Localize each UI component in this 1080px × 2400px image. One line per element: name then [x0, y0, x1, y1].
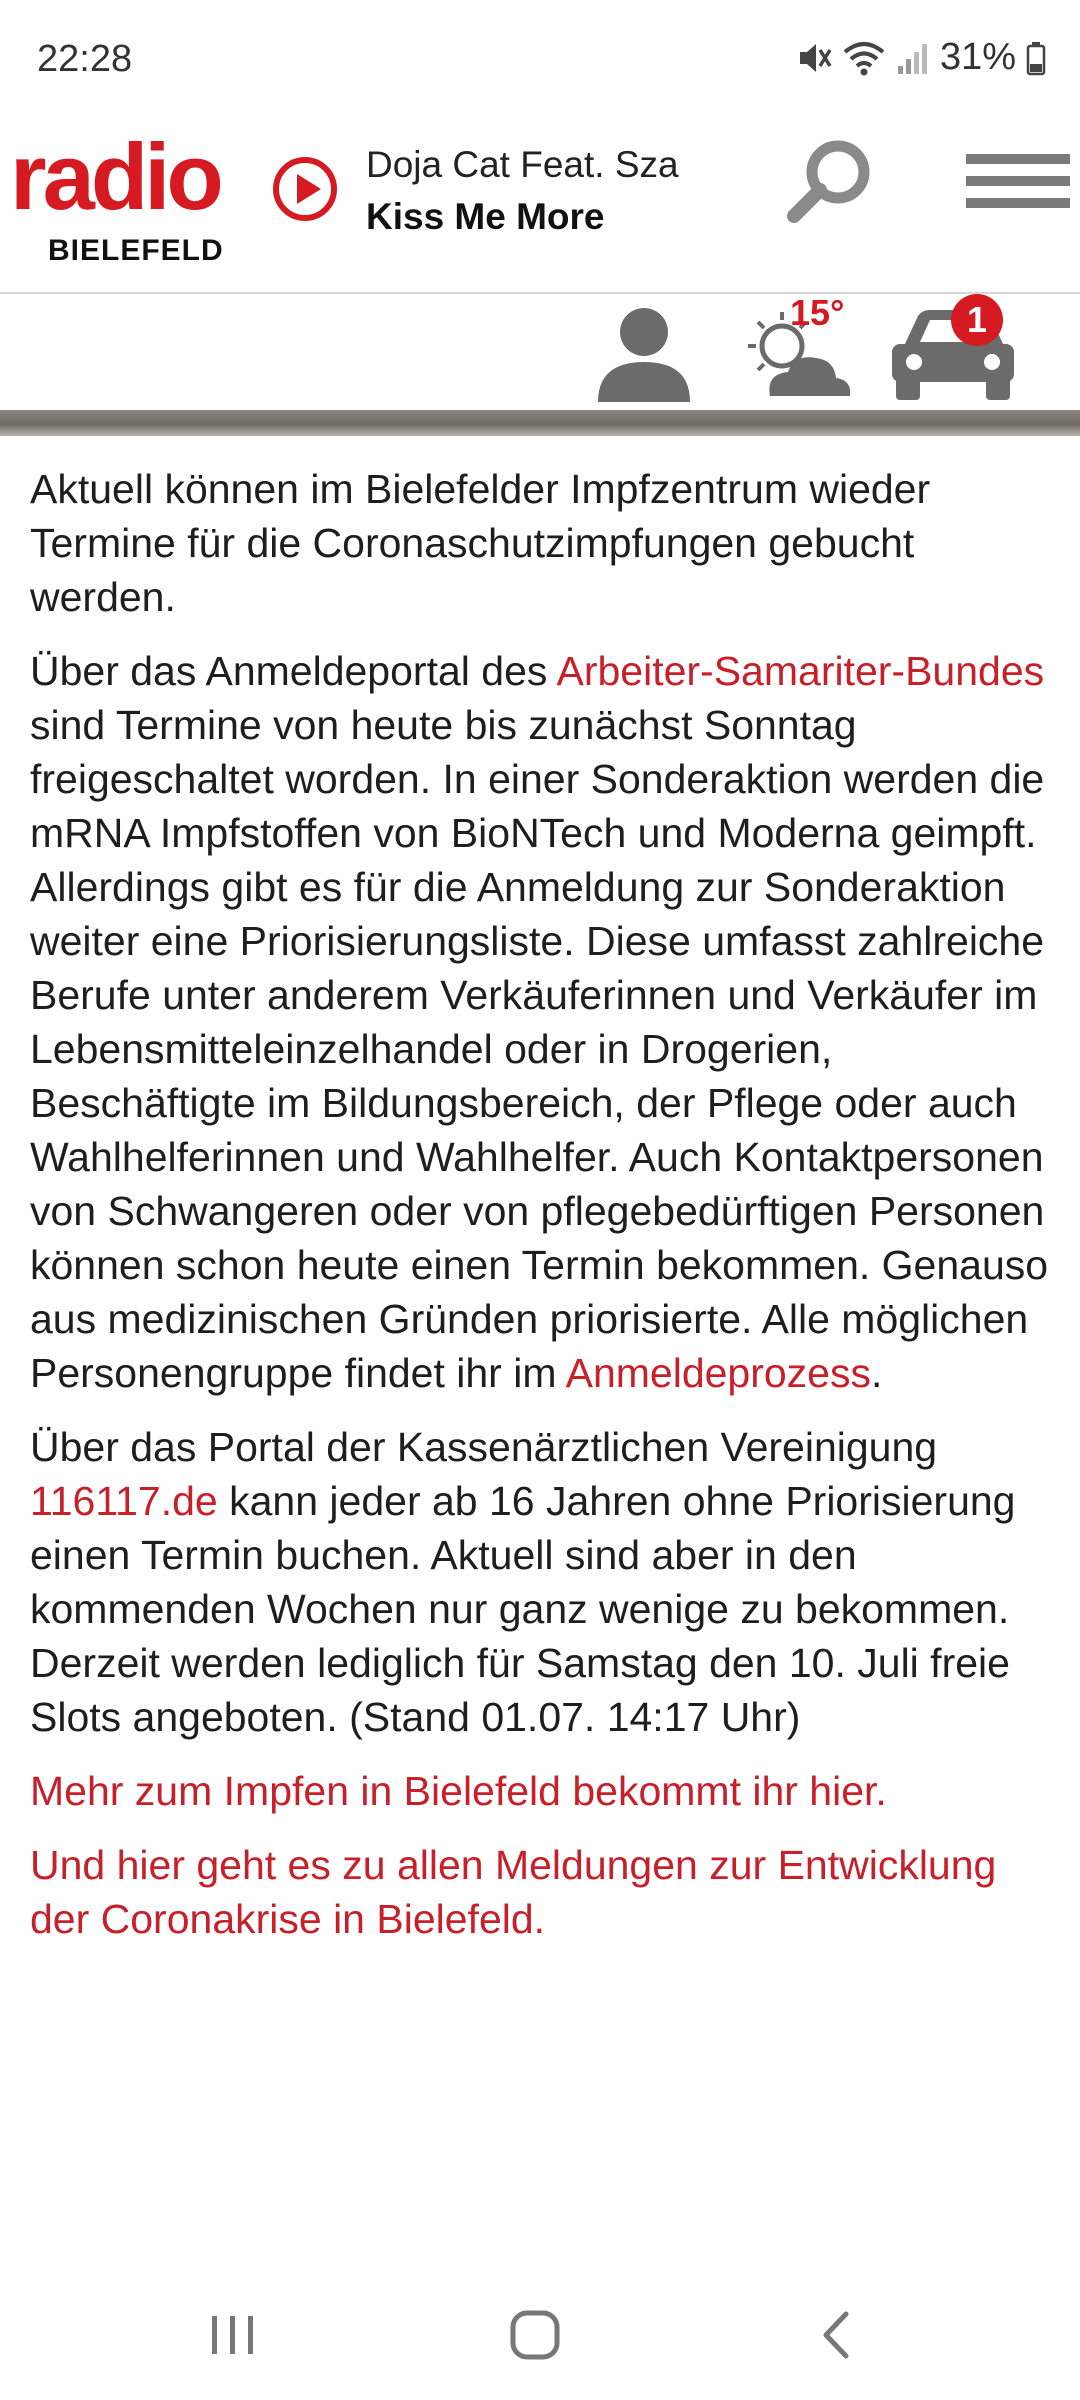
- text: Über das Anmeldeportal des: [30, 648, 557, 694]
- back-icon[interactable]: [802, 2300, 872, 2370]
- now-playing-title: Kiss Me More: [366, 196, 605, 237]
- corona-news-link[interactable]: Und hier geht es zu allen Meldungen zur Entwicklung der Coronakrise in Bielefeld.: [30, 1842, 997, 1942]
- status-icons: [796, 36, 1046, 79]
- battery-icon: [1026, 40, 1046, 76]
- sub-toolbar: [0, 292, 1080, 410]
- article-paragraph-2: [30, 644, 1060, 1400]
- radio-bielefeld-logo[interactable]: [10, 124, 235, 267]
- recent-apps-icon[interactable]: [198, 2300, 268, 2370]
- wifi-icon: [842, 40, 886, 76]
- play-icon[interactable]: [272, 156, 338, 222]
- asb-link[interactable]: Arbeiter-Samariter-Bundes: [556, 648, 1045, 694]
- text: sind Termine von heute bis zunächst Sonntag freigeschaltet worden. In einer Sonderaktion werden die mRNA Impfstoffen von BioNTech und Moderna geimpft. Allerdings gibt es für die Anmeldung zur Sonderaktion weiter eine Priorisierungsliste. Diese umfasst zahlreiche Berufe unter anderem Verkäuferinnen und Verkäufer im Lebensmitteleinzelhandel oder in Drogerien, Beschäftigte im Bildungsbereich, der Pflege oder auch Wahlhelferinnen und Wahlhelfer. Auch Kontaktpersonen von Schwangeren oder von pflegebedürftigen Personen können schon heute einen Termin bekommen. Genauso aus medizinischen Gründen priorisierte. Alle möglichen Personengruppe findet ihr im: [30, 702, 1049, 1396]
- logo-word: radio: [10, 124, 220, 229]
- hamburger-menu-icon[interactable]: [966, 146, 1070, 216]
- status-bar: [0, 0, 1080, 116]
- text: kann jeder ab 16 Jahren ohne Priorisierung einen Termin buchen. Aktuell sind aber in den kommenden Wochen nur ganz wenige zu bekommen. Derzeit werden lediglich für Samstag den 10. Juli freie Slots angeboten. (Stand 01.07. 14:17 Uhr): [30, 1478, 1016, 1740]
- home-icon[interactable]: [500, 2300, 570, 2370]
- signal-icon: [896, 40, 930, 76]
- article-paragraph-3: [30, 1420, 1060, 1744]
- mute-icon: [796, 40, 832, 76]
- more-vaccination-link[interactable]: Mehr zum Impfen in Bielefeld bekommt ihr hier.: [30, 1768, 887, 1814]
- app-header: [0, 116, 1080, 294]
- now-playing-artist: Doja Cat Feat. Sza: [366, 144, 679, 185]
- temperature: 15°: [790, 292, 845, 333]
- battery-percent: 31%: [939, 36, 1016, 78]
- now-playing[interactable]: [366, 140, 766, 244]
- article-image-strip: [0, 410, 1080, 436]
- article-body: [30, 462, 1060, 1966]
- logo-sub: BIELEFELD: [48, 234, 224, 267]
- search-icon[interactable]: [780, 132, 880, 232]
- status-time: 22:28: [37, 38, 133, 80]
- system-nav-bar: [0, 2270, 1080, 2400]
- anmeldeprozess-link[interactable]: Anmeldeprozess: [565, 1350, 871, 1396]
- 116117-link[interactable]: 116117.de: [30, 1478, 218, 1524]
- text: Über das Portal der Kassenärztlichen Vereinigung: [30, 1424, 938, 1470]
- traffic-badge: 1: [951, 294, 1003, 346]
- user-icon[interactable]: [594, 302, 694, 402]
- text: .: [871, 1350, 883, 1396]
- article-paragraph-1: Aktuell können im Bielefelder Impfzentrum wieder Termine für die Coronaschutzimpfungen gebucht werden.: [30, 466, 931, 620]
